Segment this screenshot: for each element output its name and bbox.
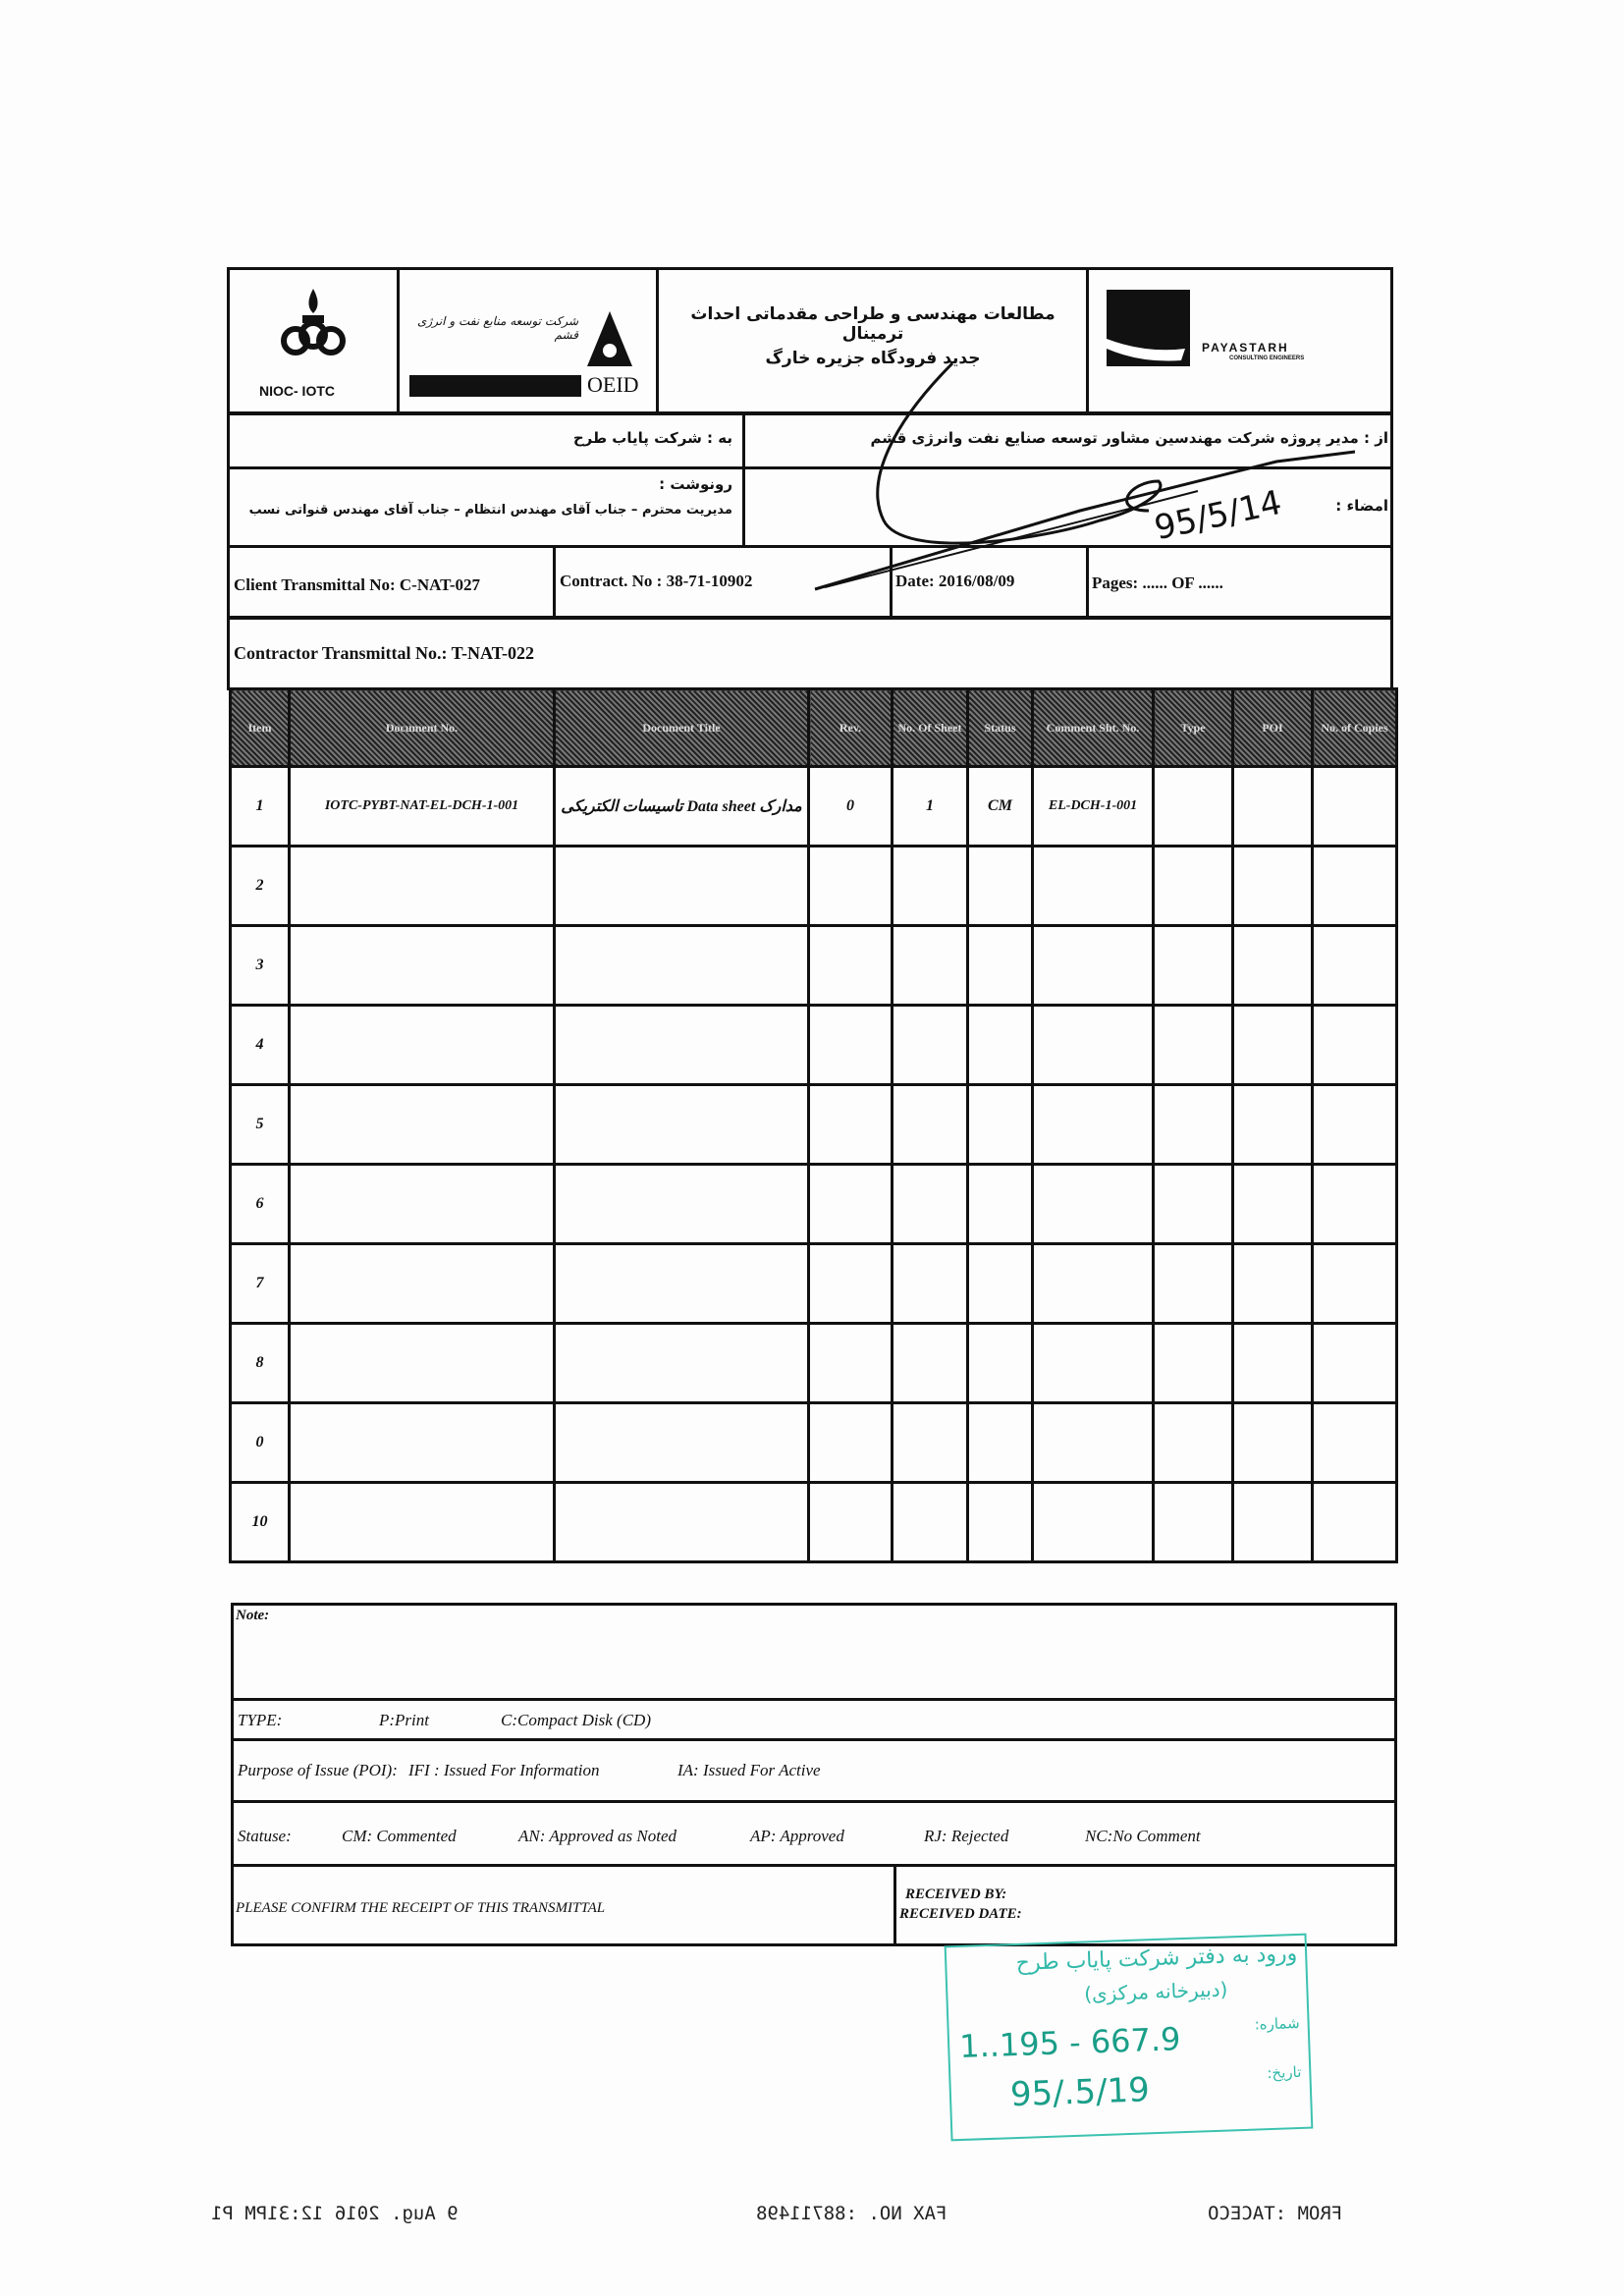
column-header: Document No. (290, 689, 555, 767)
table-cell (1233, 1006, 1313, 1085)
table-cell (1033, 926, 1154, 1006)
column-header: Comment Sht. No. (1033, 689, 1154, 767)
cc-value: مدیریت محترم – جناب آقای مهندس انتظام – جناب آقای مهندس قنواتی نسب (248, 503, 732, 518)
column-header: Type (1154, 689, 1233, 767)
table-cell (1154, 1006, 1233, 1085)
table-cell (555, 1403, 809, 1483)
table-cell (809, 926, 893, 1006)
table-cell: 8 (231, 1324, 290, 1403)
table-cell: 1 (893, 767, 968, 847)
table-cell (290, 1085, 555, 1165)
table-cell (1233, 1403, 1313, 1483)
table-cell (893, 1403, 968, 1483)
table-cell (1033, 1244, 1154, 1324)
table-cell (893, 1324, 968, 1403)
table-cell (1154, 1324, 1233, 1403)
fax-from: FROM :TACECO (1208, 2203, 1343, 2224)
oeid-persian-name: شرکت توسعه منابع نفت و انرژی قشم (417, 314, 578, 342)
documents-table (229, 687, 1398, 1563)
table-cell (1154, 1244, 1233, 1324)
type-cd: C:Compact Disk (CD) (501, 1711, 651, 1729)
confirm-row (231, 1864, 1397, 1946)
table-cell (1233, 767, 1313, 847)
column-header: Status (968, 689, 1033, 767)
status-ap: AP: Approved (750, 1827, 844, 1845)
table-cell (968, 1165, 1033, 1244)
table-cell (809, 1403, 893, 1483)
poi-ia: IA: Issued For Active (677, 1761, 821, 1779)
table-cell (1313, 1085, 1397, 1165)
table-row (231, 1244, 1397, 1324)
table-cell (968, 1324, 1033, 1403)
table-row (231, 1165, 1397, 1244)
handwritten-date: 95/5/14 (1151, 482, 1285, 549)
table-header-row (231, 689, 1397, 767)
oeid-bar (409, 375, 581, 397)
table-cell (1233, 1244, 1313, 1324)
table-cell (1154, 1483, 1233, 1562)
table-row (231, 1324, 1397, 1403)
oeid-label: OEID (587, 372, 639, 397)
client-transmittal-no: Client Transmittal No: C-NAT-027 (234, 575, 481, 594)
table-cell: 10 (231, 1483, 290, 1562)
table-row (231, 1085, 1397, 1165)
table-cell (555, 1085, 809, 1165)
table-cell: 1 (231, 767, 290, 847)
table-cell: مدارک Data sheet تاسیسات الکتریکی (555, 767, 809, 847)
table-cell (290, 1006, 555, 1085)
table-cell (555, 1324, 809, 1403)
table-cell (290, 1244, 555, 1324)
status-label: Statuse: (238, 1827, 292, 1845)
table-cell (1154, 1165, 1233, 1244)
table-cell: 4 (231, 1006, 290, 1085)
table-cell (968, 847, 1033, 926)
received-date: RECEIVED DATE: (899, 1906, 1022, 1922)
receipt-stamp (945, 1934, 1314, 2142)
stamp-number-value: 1..195 - 667.9 (958, 2020, 1182, 2066)
project-title-line2: جدید فرودگاه جزیره خارگ (765, 349, 981, 368)
table-cell (893, 1085, 968, 1165)
note-box (231, 1603, 1397, 1701)
table-cell (968, 1483, 1033, 1562)
status-rj: RJ: Rejected (924, 1827, 1009, 1845)
stamp-line1: ورود به دفتر شرکت پایاب طرح (1015, 1941, 1298, 1976)
table-cell (555, 1244, 809, 1324)
table-cell (893, 1165, 968, 1244)
status-row (231, 1800, 1397, 1867)
table-cell (1233, 1324, 1313, 1403)
table-cell (1154, 1085, 1233, 1165)
table-cell (1154, 926, 1233, 1006)
table-cell (1313, 767, 1397, 847)
column-header: POI (1233, 689, 1313, 767)
to-field: به : شرکت پایاب طرح (572, 429, 732, 447)
status-cm: CM: Commented (342, 1827, 457, 1845)
table-cell: 0 (231, 1403, 290, 1483)
table-row (231, 926, 1397, 1006)
fax-datetime: 9 Aug. 2016 12:31PM P1 (211, 2203, 459, 2224)
fax-number: FAX NO. :88711498 (756, 2203, 947, 2224)
table-cell (809, 847, 893, 926)
note-label: Note: (236, 1608, 270, 1623)
payastarh-subtitle: CONSULTING ENGINEERS (1229, 355, 1305, 361)
table-cell (1033, 1085, 1154, 1165)
table-cell (1033, 847, 1154, 926)
nioc-label: NIOC- IOTC (259, 383, 335, 399)
nioc-logo (279, 284, 348, 362)
table-cell (1154, 1403, 1233, 1483)
table-row (231, 1006, 1397, 1085)
column-header: Item (231, 689, 290, 767)
table-cell (1233, 926, 1313, 1006)
signature-label: امضاء : (1335, 497, 1388, 515)
table-cell (555, 847, 809, 926)
table-cell (1033, 1483, 1154, 1562)
table-cell: 0 (809, 767, 893, 847)
poi-row (231, 1738, 1397, 1803)
table-cell (893, 1483, 968, 1562)
table-cell (968, 1006, 1033, 1085)
stamp-line2: (دبیرخانه مرکزی) (1083, 1977, 1228, 2006)
table-cell: 2 (231, 847, 290, 926)
table-cell: CM (968, 767, 1033, 847)
project-title-line1: مطالعات مهندسی و طراحی مقدماتی احداث ترمینال (690, 304, 1056, 344)
from-field: از : مدیر پروژه شرکت مهندسین مشاور توسعه صنایع نفت وانرژی قشم (870, 429, 1388, 447)
table-cell (809, 1006, 893, 1085)
table-cell (555, 926, 809, 1006)
table-cell: 5 (231, 1085, 290, 1165)
table-cell (809, 1165, 893, 1244)
table-cell (290, 926, 555, 1006)
status-nc: NC:No Comment (1085, 1827, 1201, 1845)
table-cell: EL-DCH-1-001 (1033, 767, 1154, 847)
contractor-transmittal-no: Contractor Transmittal No.: T-NAT-022 (234, 643, 534, 663)
table-cell (1313, 1403, 1397, 1483)
poi-label: Purpose of Issue (POI): (238, 1761, 398, 1779)
table-cell (893, 1244, 968, 1324)
table-cell (893, 926, 968, 1006)
type-print: P:Print (379, 1711, 429, 1729)
table-cell (1033, 1403, 1154, 1483)
payastarh-name: PAYASTARH (1202, 341, 1289, 355)
table-cell (290, 847, 555, 926)
table-cell (1154, 767, 1233, 847)
stamp-date-value: 95/.5/19 (1009, 2070, 1151, 2115)
table-cell (968, 1244, 1033, 1324)
table-row (231, 1403, 1397, 1483)
confirm-text: PLEASE CONFIRM THE RECEIPT OF THIS TRANSMITTAL (236, 1900, 606, 1916)
table-cell (1233, 1165, 1313, 1244)
table-cell (1233, 1483, 1313, 1562)
table-cell (1233, 847, 1313, 926)
table-cell (555, 1006, 809, 1085)
column-header: Rev. (809, 689, 893, 767)
signature-scribble (785, 344, 1414, 609)
column-header: Document Title (555, 689, 809, 767)
received-by: RECEIVED BY: (905, 1886, 1007, 1902)
table-cell (809, 1324, 893, 1403)
table-cell (1033, 1324, 1154, 1403)
pages: Pages: ...... OF ...... (1092, 574, 1223, 592)
table-cell (1033, 1006, 1154, 1085)
table-cell (809, 1244, 893, 1324)
table-row (231, 1483, 1397, 1562)
table-cell (968, 1403, 1033, 1483)
table-cell: 3 (231, 926, 290, 1006)
status-an: AN: Approved as Noted (518, 1827, 677, 1845)
table-row (231, 847, 1397, 926)
cc-label: رونوشت : (659, 475, 732, 493)
stamp-date-label: تاریخ: (1267, 2062, 1302, 2083)
table-cell (555, 1165, 809, 1244)
table-cell (290, 1403, 555, 1483)
table-cell (893, 1006, 968, 1085)
contract-no: Contract. No : 38-71-10902 (560, 572, 753, 590)
table-cell (1313, 1244, 1397, 1324)
table-cell (893, 847, 968, 926)
table-cell (1313, 926, 1397, 1006)
type-row (231, 1698, 1397, 1741)
table-cell (290, 1483, 555, 1562)
table-cell (1313, 1324, 1397, 1403)
column-header: No. Of Sheet (893, 689, 968, 767)
table-row (231, 767, 1397, 847)
table-cell (1313, 847, 1397, 926)
date: Date: 2016/08/09 (895, 572, 1015, 590)
table-cell (1313, 1165, 1397, 1244)
table-cell (555, 1483, 809, 1562)
table-cell: 6 (231, 1165, 290, 1244)
stamp-number-label: شماره: (1254, 2013, 1300, 2034)
type-label: TYPE: (238, 1711, 283, 1729)
table-cell (1313, 1006, 1397, 1085)
table-cell: 7 (231, 1244, 290, 1324)
table-cell (1233, 1085, 1313, 1165)
table-cell (1033, 1165, 1154, 1244)
table-cell (968, 926, 1033, 1006)
poi-ifi: IFI : Issued For Information (408, 1761, 600, 1779)
table-cell (290, 1165, 555, 1244)
table-cell (1313, 1483, 1397, 1562)
table-cell (1154, 847, 1233, 926)
contractor-row (227, 617, 1393, 690)
table-cell (809, 1085, 893, 1165)
table-cell (809, 1483, 893, 1562)
table-cell (290, 1324, 555, 1403)
table-cell (968, 1085, 1033, 1165)
oeid-logo (585, 309, 634, 373)
column-header: No. of Copies (1313, 689, 1397, 767)
table-cell: IOTC-PYBT-NAT-EL-DCH-1-001 (290, 767, 555, 847)
